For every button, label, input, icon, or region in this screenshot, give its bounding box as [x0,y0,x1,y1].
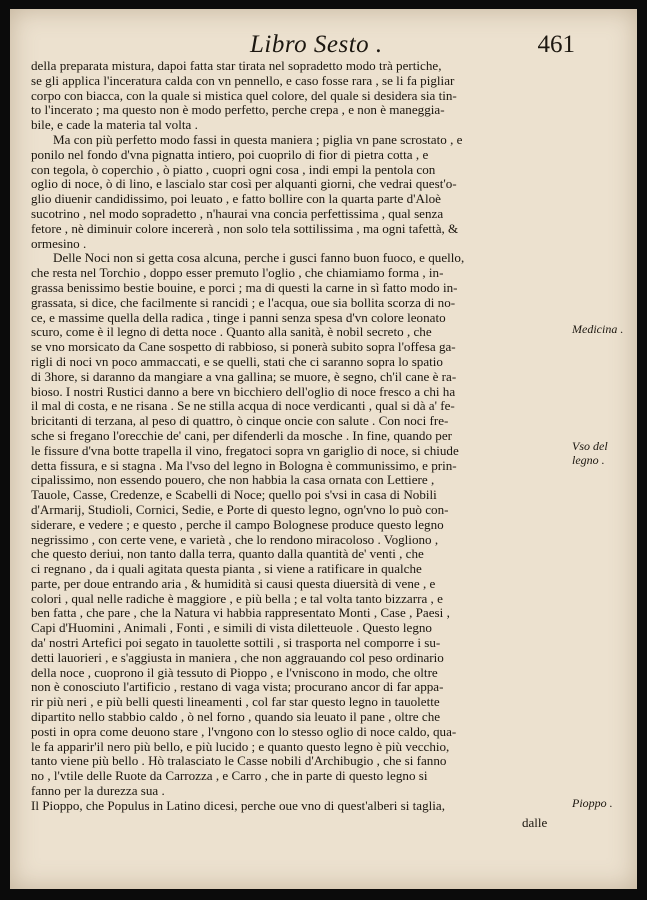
text-line: sche si fregano l'orecchie de' cani, per difenderli da mosche . In fine, quando per [31,428,452,443]
text-line: con tegola, ò coperchio , ò piatto , cuopri ogni cosa , indi empi la pentola con [31,162,436,177]
text-line: le fissure d'vna botte trapella il vino, fregatoci sopra vn gariglio di noce, si chiude [31,443,459,458]
text-line: scuro, come è il legno di detta noce . Quanto alla sanità, è nobil secreto , che [31,325,432,340]
text-line: siderare, e vedere ; e questo , perche il campo Bolognese produce questo legno [31,517,444,532]
text-line: oglio di noce, ò di lino, e lascialo star così per alquanti giorni, che vedrai quest'o- [31,177,457,192]
margin-notes [572,9,634,889]
text-line: ce, e massime quella della radica , tinge i panni senza spesa d'vn colore leonato [31,310,446,325]
book-page [10,9,637,889]
text-line: bioso. I nostri Rustici danno a bere vn bicchiero dell'oglio di noce fresco a chi ha [31,384,456,399]
paragraph-pioppo [31,799,561,814]
text-line: fanno per la durezza sua . [31,784,165,799]
paragraph-perfetto-modo [31,133,561,251]
catchword: dalle [522,815,548,830]
text-line: ben fatta , che pare , che la Natura vi habbia rappresentato Monti , Case , Paesi , [31,606,450,621]
text-line: negrissimo , con certe vene, e varietà , che lo rendono miracoloso . Vogliono , [31,532,439,547]
text-line: che questo deriui, non tanto dalla terra, quanto dalla quantità de' venti , che [31,547,424,562]
body-text [31,59,561,814]
text-line: le fa apparir'il nero più bello, e più lucido ; e quanto questo legno è più vecchio, [31,739,450,754]
margin-note-pioppo: Pioppo . [572,796,613,810]
text-line: da' nostri Artefici poi segato in tauolette sottili , si trasporta nel comporre i su- [31,636,441,651]
text-line: Tauole, Casse, Credenze, e Scabelli di Noce; quello poi s'vsi in casa di Nobili [31,488,437,503]
text-line: sucotrino , nel modo sopradetto , n'haurai vna concia perfettissima , qual senza [31,206,444,221]
text-line: corpo con biacca, con la quale si mistica quel colore, del quale si desidera sia tin- [31,88,457,103]
text-line: rigli di noci vn poco ammaccati, e se quelli, stati che ci saranno sopra lo spatio [31,354,443,369]
margin-note-medicina: Medicina . [572,322,624,336]
text-line: che resta nel Torchio , doppo esser premuto l'oglio , che chiamiamo forma , in- [31,266,444,281]
paragraph-inceratura [31,59,561,133]
text-line: Il Pioppo, che Populus in Latino dicesi, perche oue vno di quest'alberi si taglia, [31,798,446,813]
text-line: ormesino . [31,236,87,251]
text-line: colori , qual nelle radiche è maggiore , e più bella ; e tal volta tanto bizzarra , e [31,591,443,606]
text-line: d'Armarij, Studioli, Cornici, Sedie, e Porte di questo legno, ogn'vno lo può con- [31,502,449,517]
text-line: non è conosciuto l'artificio , restano di vaga vista; procurano ancor di far appa- [31,680,444,695]
text-line: posti in opra come deuono stare , l'vngono con lo stesso oglio di noce caldo, qua- [31,724,457,739]
text-line: ci regnano , da i quali agitata questa pianta , si viene a ratificare in qualche [31,562,422,577]
text-line: Delle Noci non si getta cosa alcuna, perche i gusci fanno buon fuoco, e quello, [53,251,465,266]
page-header [10,31,637,61]
text-line: no , l'vtile delle Ruote da Carrozza , e Carro , che in parte di questo legno si [31,769,428,784]
text-line: ponilo nel fondo d'vna pignatta intiero, poi cuoprilo di fior di pietra cotta , e [31,147,429,162]
text-line: della preparata mistura, dapoi fatta star tirata nel sopradetto modo trà pertiche, [31,59,442,73]
text-line: Ma con più perfetto modo fassi in questa maniera ; piglia vn pane scrostato , e [53,132,463,147]
text-line: fetore , nè diminuir colore incererà , non solo tela sottilissima , ma ogni tafettà, & [31,221,459,236]
text-line: Capi d'Huomini , Animali , Fonti , e simili di vista diletteuole . Questo legno [31,621,432,636]
text-line: rir più neri , e più belli questi lineamenti , col far star questo legno in tauolette [31,695,440,710]
text-line: tanto viene più bello . Hò tralasciato le Casse nobili d'Archibugio , che si fanno [31,754,447,769]
text-line: parte, per doue entrando aria , & humidità si causi questa diuersità di vene , e [31,576,436,591]
text-line: di 3hore, si daranno da mangiare a vna gallina; se muore, è segno, ch'il cane è ra- [31,369,457,384]
text-line: della noce , cuoprono il già tessuto di Pioppo , e l'vniscono in modo, che oltre [31,665,438,680]
text-line: se gli applica l'inceratura calda con vn pennello, e caso fosse rara , se li fa pigliar [31,73,455,88]
text-line: detti lauorieri , e s'aggiusta in maniera , che non aggrauando col peso ordinario [31,650,444,665]
text-line: grassata, si dice, che facilmente si rancidi ; e l'acqua, oue sia bollita scorza di no- [31,295,456,310]
text-line: detta fissura, e si stagna . Ma l'vso del legno in Bologna è communissimo, e prin- [31,458,457,473]
running-title: Libro Sesto . [250,31,383,58]
text-line: glio diuenir candidissimo, poi leuato , e fatto bollire con la quarta parte d'Aloè [31,192,441,207]
text-line: to l'incerato ; ma questo non è modo perfetto, perche crepa , e non è maneggia- [31,103,445,118]
text-line: dipartito nello stabbio caldo , ò nel forno , quando sia leuato il pane , oltre che [31,710,441,725]
page-number: 461 [537,31,575,58]
text-line: bile, e cade la materia tal volta . [31,118,198,133]
text-line: il mal di costa, e ne risana . Se ne stilla acqua di noce verdicanti , qual si dà a' fe- [31,399,455,414]
text-line: grassa benissimo bestie bouine, e porci ; ma di questi la carne in sì fatto modo in- [31,280,458,295]
paragraph-noci [31,251,561,798]
text-line: se vno morsicato da Cane sospetto di rabbioso, si ponerà subito sopra l'offesa ga- [31,340,456,355]
text-line: cipalissimo, non essendo pouero, che non habbia la casa ornata con Lettiere , [31,473,435,488]
text-line: bricitanti di terzana, al peso di quattro, ò cinque oncie con salute . Con noci fre- [31,414,449,429]
margin-note-uso-del-legno: Vso del legno . [572,439,608,467]
